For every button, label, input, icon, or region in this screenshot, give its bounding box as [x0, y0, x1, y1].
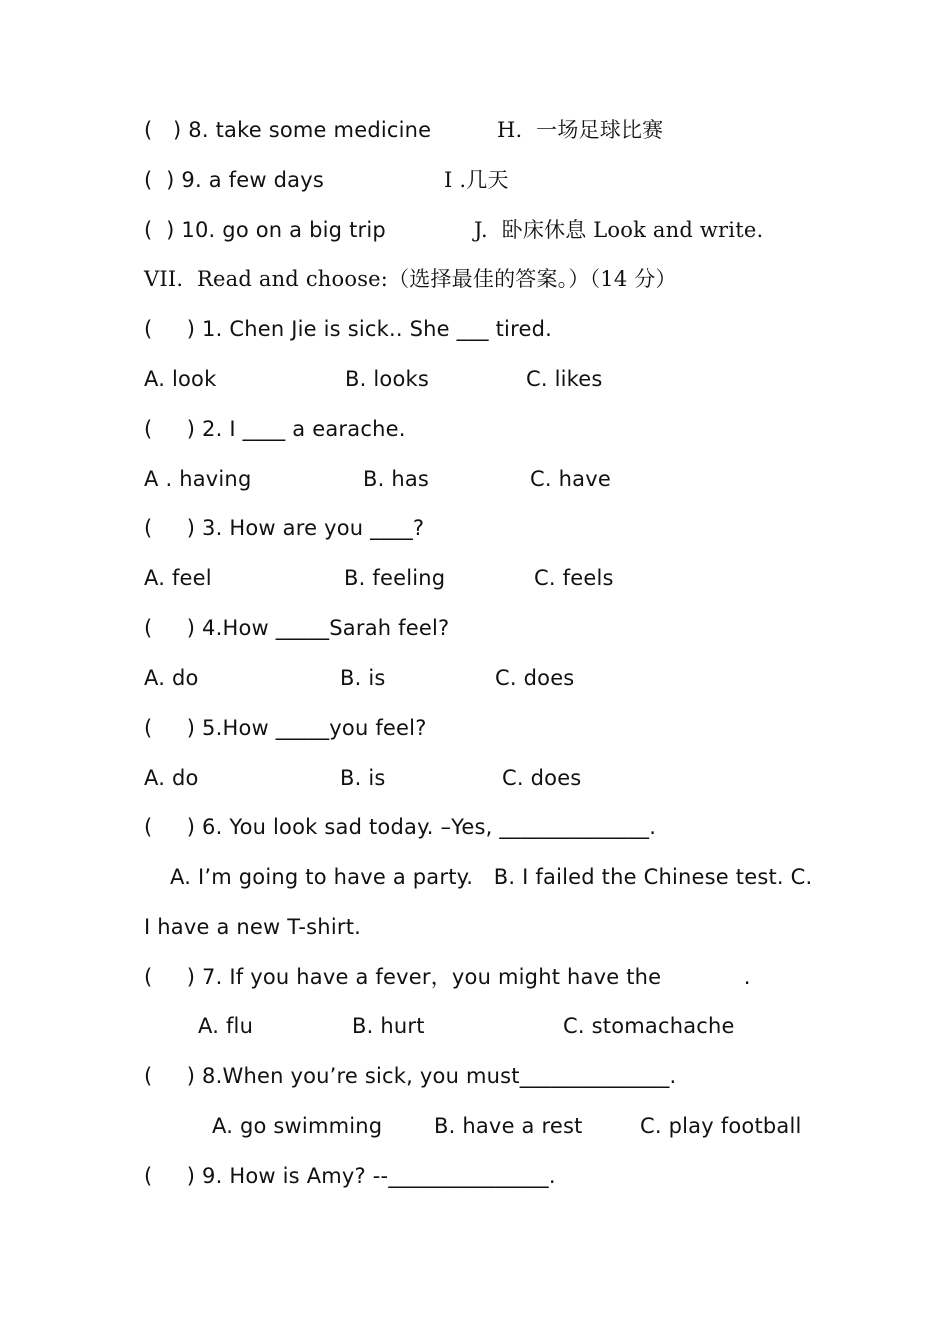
- option-c: C. have: [530, 467, 611, 491]
- question-9-stem: ( ) 9. How is Amy? --_______________.: [144, 1164, 556, 1188]
- question-5-stem: ( ) 5.How _____you feel?: [144, 716, 427, 740]
- question-3-stem: ( ) 3. How are you ____?: [144, 516, 425, 540]
- option-c: C. feels: [534, 566, 614, 590]
- question-8-stem: ( ) 8.When you’re sick, you must______________.: [144, 1064, 677, 1088]
- matching-item-9: ( ) 9. a few days: [144, 168, 324, 192]
- matching-item-8: ( ) 8. take some medicine: [144, 118, 432, 142]
- option-a: A. do: [144, 766, 199, 790]
- matching-answer-J: J. 卧床休息 Look and write.: [474, 218, 764, 242]
- question-7-stem: ( ) 7. If you have a fever，you might have the .: [144, 965, 751, 989]
- option-a: A. flu: [198, 1014, 254, 1038]
- matching-item-10: ( ) 10. go on a big trip: [144, 218, 386, 242]
- matching-answer-H: H. 一场足球比赛: [497, 118, 664, 142]
- option-b: B. has: [363, 467, 430, 491]
- question-6-options: A. I’m going to have a party. B. I failed the Chinese test. C.: [170, 865, 813, 889]
- question-4-stem: ( ) 4.How _____Sarah feel?: [144, 616, 450, 640]
- option-b: B. feeling: [344, 566, 446, 590]
- option-c: C. likes: [526, 367, 603, 391]
- question-6-options-cont: I have a new T-shirt.: [144, 915, 361, 939]
- question-2-stem: ( ) 2. I ____ a earache.: [144, 417, 406, 441]
- option-b: B. looks: [345, 367, 429, 391]
- option-a: A. feel: [144, 566, 212, 590]
- option-c: C. play football: [640, 1114, 802, 1138]
- option-b: B. is: [340, 666, 386, 690]
- section-heading-text: VII. Read and choose:（选择最佳的答案。）（14 分）: [144, 267, 677, 291]
- option-b: B. is: [340, 766, 386, 790]
- option-c: C. stomachache: [563, 1014, 735, 1038]
- option-c: C. does: [495, 666, 575, 690]
- matching-answer-I: I .几天: [444, 168, 509, 192]
- option-a: A . having: [144, 467, 252, 491]
- option-b: B. have a rest: [434, 1114, 583, 1138]
- question-1-stem: ( ) 1. Chen Jie is sick.. She ___ tired.: [144, 317, 552, 341]
- option-a: A. do: [144, 666, 199, 690]
- option-a: A. go swimming: [212, 1114, 383, 1138]
- option-a: A. look: [144, 367, 217, 391]
- option-c: C. does: [502, 766, 582, 790]
- option-b: B. hurt: [352, 1014, 425, 1038]
- question-6-stem: ( ) 6. You look sad today. –Yes, ______________.: [144, 815, 657, 839]
